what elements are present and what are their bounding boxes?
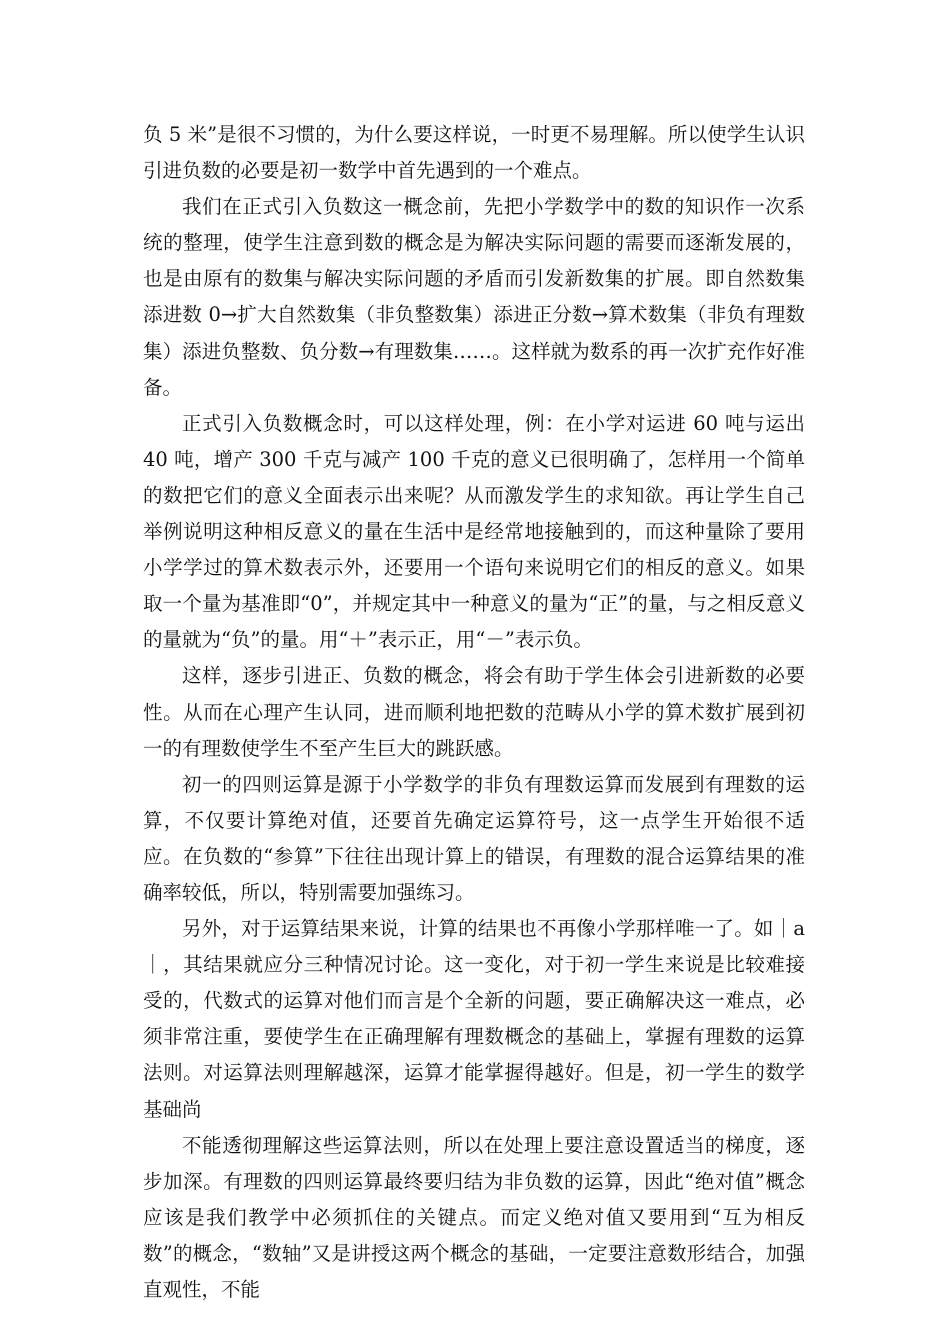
body-text [143, 117, 805, 1308]
paragraph-gradual-introduction: 这样，逐步引进正、负数的概念，将会有助于学生体会引进新数的必要性。从而在心理产生认同，进而顺利地把数的范畴从小学的算术数扩展到初一的有理数使学生不至产生巨大的跳跃感。 [143, 664, 805, 760]
paragraph-continuation: 负 5 米”是很不习惯的，为什么要这样说，一时更不易理解。所以使学生认识引进负数的必要是初一数学中首先遇到的一个难点。 [143, 123, 805, 183]
paragraph-four-operations: 初一的四则运算是源于小学数学的非负有理数运算而发展到有理数的运算，不仅要计算绝对值，还要首先确定运算符号，这一点学生开始很不适应。在负数的“参算”下往往出现计算上的错误，有理数的混合运算结果的准确率较低，所以，特别需要加强练习。 [143, 772, 805, 904]
paragraph-introducing-negatives: 正式引入负数概念时，可以这样处理，例：在小学对运进 60 吨与运出 40 吨，增产 300 千克与减产 100 千克的意义已很明确了，怎样用一个简单的数把它们的意义全面表示出来呢？从而激发学生的求知欲。再让学生自己举例说明这种相反意义的量在生活中是经常地接触到的，而这种量除了要用小学学过的算术数表示外，还要用一个语句来说明它们的相反的意义。如果取一个量为基准即“0”，并规定其中一种意义的量为“正”的量，与之相反意义的量就为“负”的量。用“＋”表示正，用“－”表示负。 [143, 411, 805, 652]
paragraph-number-system-review: 我们在正式引入负数这一概念前，先把小学数学中的数的知识作一次系统的整理，使学生注意到数的概念是为解决实际问题的需要而逐渐发展的，也是由原有的数集与解决实际问题的矛盾而引发新数集的扩展。即自然数集添进数 0→扩大自然数集（非负整数集）添进正分数→算术数集（非负有理数集）添进负整数、负分数→有理数集……。这样就为数系的再一次扩充作好准备。 [143, 195, 805, 399]
paragraph-absolute-value-cases: 另外，对于运算结果来说，计算的结果也不再像小学那样唯一了。如｜a｜，其结果就应分三种情况讨论。这一变化，对于初一学生来说是比较难接受的，代数式的运算对他们而言是个全新的问题，要正确解决这一难点，必须非常注重，要使学生在正确理解有理数概念的基础上，掌握有理数的运算法则。对运算法则理解越深，运算才能掌握得越好。但是，初一学生的数学基础尚 [143, 917, 805, 1121]
paragraph-teaching-gradient: 不能透彻理解这些运算法则，所以在处理上要注意设置适当的梯度，逐步加深。有理数的四则运算最终要归结为非负数的运算，因此“绝对值”概念应该是我们教学中必须抓住的关键点。而定义绝对值又要用到“互为相反数”的概念，“数轴”又是讲授这两个概念的基础，一定要注意数形结合，加强直观性，不能 [143, 1133, 805, 1301]
